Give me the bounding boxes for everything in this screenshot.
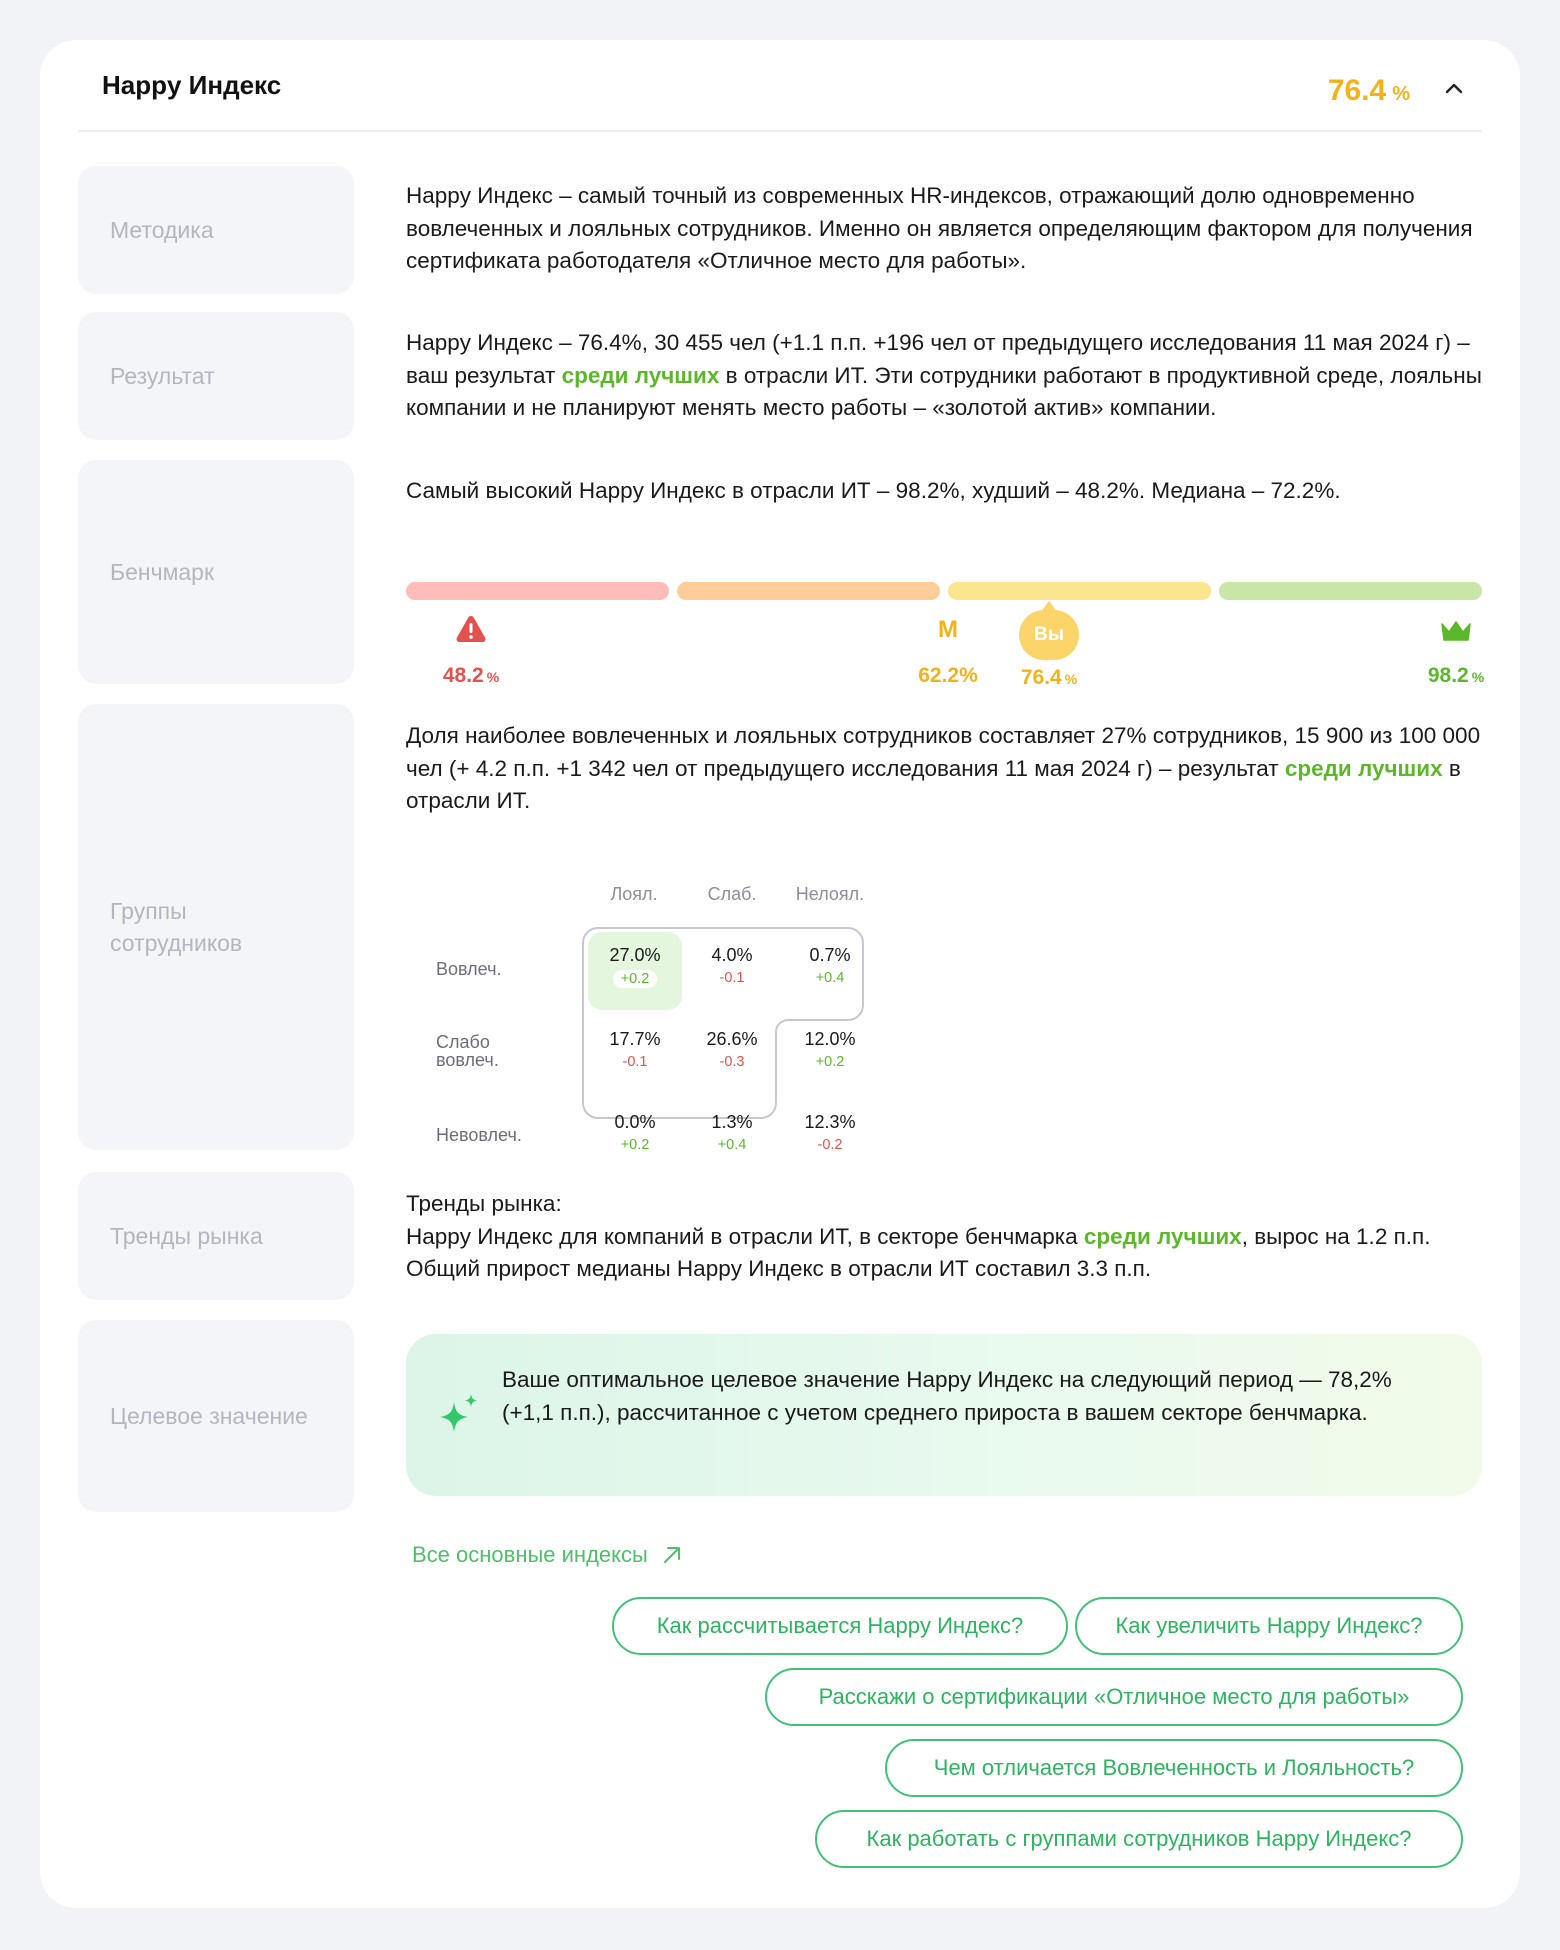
arrow-up-right-icon (660, 1543, 684, 1567)
section-label-target: Целевое значение (78, 1320, 354, 1512)
groups-text-a: Доля наиболее вовлеченных и лояльных сотрудников составляет 27% сотрудников, 15 900 из 100 000 чел (+ 4.2 п.п. +1 342 чел от предыдущего исследования 11 мая 2024 г) – результат (406, 723, 1481, 781)
chevron-up-icon[interactable] (1440, 74, 1468, 102)
matrix-cell (784, 1112, 876, 1154)
benchmark-you-value: 76.4 (1020, 666, 1062, 689)
matrix-cell (686, 1029, 778, 1071)
cell-value: 12.3% (804, 1112, 856, 1132)
row-header-engaged: Вовлеч. (436, 959, 502, 979)
section-label-result: Результат (78, 312, 354, 440)
matrix-cell (589, 945, 681, 988)
cell-delta: -0.1 (622, 1054, 648, 1070)
matrix-cell (589, 1112, 681, 1154)
benchmark-worst-value: 48.2 (442, 664, 484, 687)
result-text (406, 327, 1486, 425)
crown-icon (1440, 620, 1472, 642)
cell-value: 27.0% (609, 945, 661, 965)
target-text: Ваше оптимальное целевое значение Happy Индекс на следующий период — 78,2% (+1,1 п.п.), рассчитанное с учетом среднего прироста в вашем секторе бенчмарка. (502, 1367, 1392, 1425)
median-marker: М (938, 616, 958, 643)
all-indexes-link[interactable] (412, 1542, 684, 1568)
question-button-groups[interactable]: Как работать с группами сотрудников Happy Индекс? (815, 1810, 1463, 1868)
matrix-cell (589, 1029, 681, 1071)
row-header-weak-engaged (436, 1033, 499, 1069)
matrix-cell (686, 945, 778, 987)
question-button-difference[interactable]: Чем отличается Вовлеченность и Лояльность? (885, 1739, 1463, 1797)
benchmark-segment-4 (1219, 582, 1482, 600)
section-label-benchmark: Бенчмарк (78, 460, 354, 684)
trends-text (406, 1188, 1486, 1286)
header-score (1328, 74, 1410, 108)
cell-delta: +0.4 (815, 970, 845, 986)
groups-text (406, 720, 1486, 818)
col-header-weak: Слаб. (707, 884, 757, 904)
row-header-disengaged: Невовлеч. (436, 1125, 522, 1145)
cell-value: 0.0% (614, 1112, 656, 1132)
benchmark-scale (406, 540, 1485, 689)
benchmark-segment-1 (406, 582, 669, 600)
benchmark-worst (443, 664, 499, 688)
warning-icon (455, 614, 487, 644)
cell-delta: +0.2 (620, 1137, 650, 1153)
benchmark-median-value: 62.2% (918, 664, 978, 687)
trends-text-a: Happy Индекс для компаний в отрасли ИТ, в секторе бенчмарка (406, 1223, 1084, 1249)
target-box (406, 1334, 1482, 1496)
section-label-groups: Группы сотрудников (78, 704, 354, 1150)
benchmark-text: Самый высокий Happy Индекс в отрасли ИТ – 98.2%, худший – 48.2%. Медиана – 72.2%. (406, 478, 1341, 503)
benchmark-worst-unit: % (486, 669, 500, 685)
row-header-weak-engaged-line2: вовлеч. (436, 1050, 499, 1070)
matrix-cell (784, 945, 876, 987)
question-button-calc[interactable]: Как рассчитывается Happy Индекс? (612, 1597, 1068, 1655)
groups-matrix (406, 870, 966, 1170)
cell-value: 0.7% (809, 945, 851, 965)
trends-highlight: среди лучших (1083, 1223, 1242, 1249)
benchmark-segment-2 (677, 582, 940, 600)
benchmark-best-unit: % (1471, 669, 1485, 685)
method-text: Happy Индекс – самый точный из современных HR-индексов, отражающий долю одновременно вовлеченных и лояльных сотрудников. Именно он является определяющим фактором для получения сертификата работодателя «Отличное место для работы». (406, 183, 1473, 273)
cell-value: 4.0% (711, 945, 753, 965)
row-header-weak-engaged-line1: Слабо (436, 1032, 490, 1052)
groups-highlight: среди лучших (1284, 755, 1443, 781)
question-button-increase[interactable]: Как увеличить Happy Индекс? (1075, 1597, 1463, 1655)
cell-delta: -0.1 (719, 970, 745, 986)
cell-value: 26.6% (706, 1029, 758, 1049)
col-header-loyal: Лоял. (610, 884, 658, 904)
cell-delta: -0.3 (719, 1054, 745, 1070)
col-header-disloyal: Нелоял. (795, 884, 865, 904)
cell-value: 17.7% (609, 1029, 661, 1049)
result-text-a: Happy Индекс – 76.4%, 30 455 чел (+1.1 п.п. +196 чел от предыдущего исследования 11 мая 2024 г) – ваш результат (406, 330, 1470, 388)
header-divider (78, 130, 1482, 132)
section-label-trends: Тренды рынка (78, 1172, 354, 1300)
result-text-b: в отрасли ИТ. Эти сотрудники работают в продуктивной среде, лояльны компании и не планируют менять место работы – «золотой актив» компании. (406, 362, 1482, 420)
benchmark-you-unit: % (1064, 671, 1078, 687)
sparkle-icon (434, 1392, 484, 1442)
trends-text-b: , вырос на 1.2 п.п. Общий прирост медианы Happy Индекс в отрасли ИТ составил 3.3 п.п. (406, 1223, 1431, 1281)
result-highlight: среди лучших (561, 362, 720, 388)
question-button-certification[interactable]: Расскажи о сертификации «Отличное место для работы» (765, 1668, 1463, 1726)
header-score-unit: % (1392, 83, 1410, 105)
benchmark-best (1428, 664, 1484, 688)
cell-delta: -0.2 (817, 1137, 843, 1153)
section-label-method: Методика (78, 166, 354, 294)
cell-delta: +0.4 (717, 1137, 747, 1153)
header-score-value: 76.4 (1327, 74, 1387, 107)
happy-index-card (40, 40, 1520, 1908)
matrix-cell (686, 1112, 778, 1154)
you-marker: Вы (1019, 610, 1079, 660)
benchmark-you (1021, 666, 1077, 690)
cell-value: 12.0% (804, 1029, 856, 1049)
trends-title: Тренды рынка: (406, 1191, 562, 1216)
benchmark-segment-3 (948, 582, 1211, 600)
matrix-cell (784, 1029, 876, 1071)
all-indexes-label: Все основные индексы (412, 1542, 648, 1567)
cell-value: 1.3% (711, 1112, 753, 1132)
cell-delta: +0.2 (613, 970, 658, 988)
groups-text-b: в отрасли ИТ. (406, 755, 1461, 813)
benchmark-best-value: 98.2 (1427, 664, 1469, 687)
card-title: Happy Индекс (102, 70, 282, 100)
cell-delta: +0.2 (815, 1054, 845, 1070)
